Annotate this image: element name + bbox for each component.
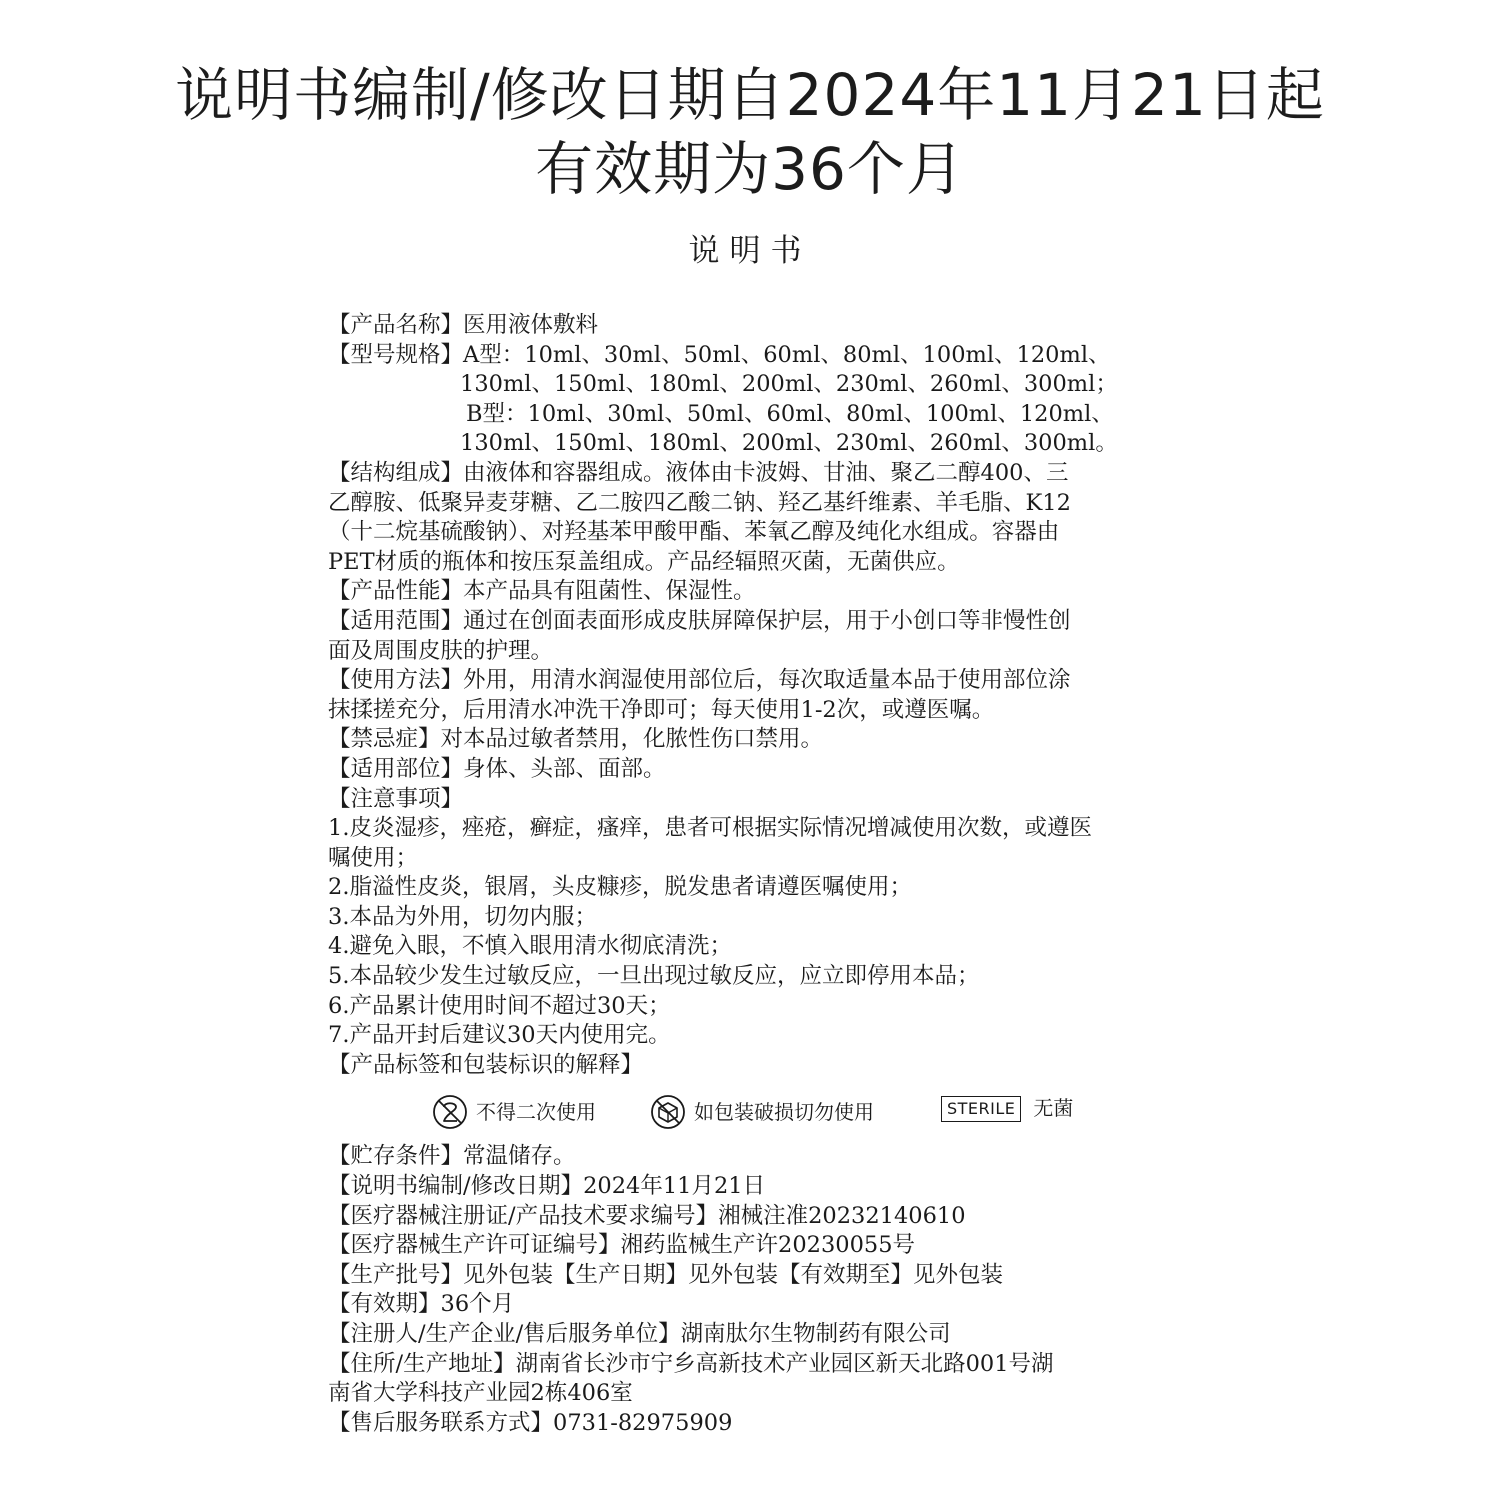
symbol-label: 无菌 <box>1033 1096 1074 1121</box>
precaution-item: 1.皮炎湿疹，痤疮，癣症，瘙痒，患者可根据实际情况增减使用次数，或遵医 <box>328 815 1092 842</box>
applicable-area-line: 【适用部位】身体、头部、面部。 <box>328 755 666 782</box>
model-spec-line: 130ml、150ml、180ml、200ml、230ml、260ml、300ml； <box>460 371 1118 398</box>
precaution-item: 5.本品较少发生过敏反应，一旦出现过敏反应，应立即停用本品； <box>328 963 980 990</box>
composition-line: PET材质的瓶体和按压泵盖组成。产品经辐照灭菌，无菌供应。 <box>328 548 960 575</box>
model-spec-line: 130ml、150ml、180ml、200ml、230ml、260ml、300ml。 <box>460 430 1118 457</box>
precaution-item: 7.产品开封后建议30天内使用完。 <box>328 1022 671 1049</box>
batch-date-expiry-line: 【生产批号】见外包装【生产日期】见外包装【有效期至】见外包装 <box>328 1261 1004 1288</box>
symbol-label: 如包装破损切勿使用 <box>694 1099 874 1124</box>
precaution-item: 6.产品累计使用时间不超过30天； <box>328 992 671 1019</box>
scope-line: 【适用范围】通过在创面表面形成皮肤屏障保护层，用于小创口等非慢性创 <box>328 607 1071 634</box>
symbol-no-reuse <box>432 1094 596 1130</box>
sterile-mark: STERILE <box>941 1096 1021 1122</box>
precaution-item: 2.脂溢性皮炎，银屑，头皮糠疹，脱发患者请遵医嘱使用； <box>328 874 912 901</box>
service-contact-line: 【售后服务联系方式】0731-82975909 <box>328 1409 733 1436</box>
symbol-damaged-package <box>650 1094 874 1130</box>
composition-line: 乙醇胺、低聚异麦芽糖、乙二胺四乙酸二钠、羟乙基纤维素、羊毛脂、K12 <box>328 489 1071 516</box>
precautions-heading: 【注意事项】 <box>328 785 464 812</box>
model-spec-line: 【型号规格】A型：10ml、30ml、50ml、60ml、80ml、100ml、120ml、 <box>328 341 1111 368</box>
address-line: 南省大学科技产业园2栋406室 <box>328 1380 633 1407</box>
registration-number-line: 【医疗器械注册证/产品技术要求编号】湘械注准20232140610 <box>328 1202 966 1229</box>
production-license-line: 【医疗器械生产许可证编号】湘药监械生产许20230055号 <box>328 1232 916 1259</box>
contraindication-line: 【禁忌症】对本品过敏者禁用，化脓性伤口禁用。 <box>328 726 824 753</box>
composition-line: （十二烷基硫酸钠）、对羟基苯甲酸甲酯、苯氧乙醇及纯化水组成。容器由 <box>328 519 1060 546</box>
label-symbols-row <box>328 1080 1188 1142</box>
revision-date-line: 【说明书编制/修改日期】2024年11月21日 <box>328 1173 766 1200</box>
instructions-body <box>328 311 1188 1438</box>
usage-line: 【使用方法】外用，用清水润湿使用部位后，每次取适量本品于使用部位涂 <box>328 667 1071 694</box>
usage-line: 抹揉搓充分，后用清水冲洗干净即可；每天使用1-2次，或遵医嘱。 <box>328 696 995 723</box>
storage-line: 【贮存条件】常温储存。 <box>328 1143 576 1170</box>
validity-notice-line-1: 说明书编制/修改日期自2024年11月21日起 <box>175 61 1325 129</box>
model-spec-line: B型：10ml、30ml、50ml、60ml、80ml、100ml、120ml、 <box>466 400 1114 427</box>
address-line: 【住所/生产地址】湖南省长沙市宁乡高新技术产业园区新天北路001号湖 <box>328 1350 1054 1377</box>
shelf-life-line: 【有效期】36个月 <box>328 1291 515 1318</box>
do-not-reuse-icon <box>432 1094 468 1130</box>
composition-line: 【结构组成】由液体和容器组成。液体由卡波姆、甘油、聚乙二醇400、三 <box>328 459 1069 486</box>
symbol-label: 不得二次使用 <box>476 1099 596 1124</box>
scope-line: 面及周围皮肤的护理。 <box>328 637 554 664</box>
manufacturer-line: 【注册人/生产企业/售后服务单位】湖南肽尔生物制药有限公司 <box>328 1321 951 1347</box>
label-explanation-heading: 【产品标签和包装标识的解释】 <box>328 1051 644 1078</box>
symbol-sterile <box>941 1094 1073 1124</box>
precaution-item: 4.避免入眼，不慎入眼用清水彻底清洗； <box>328 933 732 960</box>
validity-notice-line-2: 有效期为36个月 <box>535 135 965 203</box>
do-not-use-if-damaged-icon <box>650 1094 686 1130</box>
precaution-item: 嘱使用； <box>328 844 419 871</box>
performance-line: 【产品性能】本产品具有阻菌性、保湿性。 <box>328 578 756 605</box>
product-name-line: 【产品名称】医用液体敷料 <box>328 312 599 338</box>
precaution-item: 3.本品为外用，切勿内服； <box>328 903 597 930</box>
document-title: 说明书 <box>688 233 812 269</box>
